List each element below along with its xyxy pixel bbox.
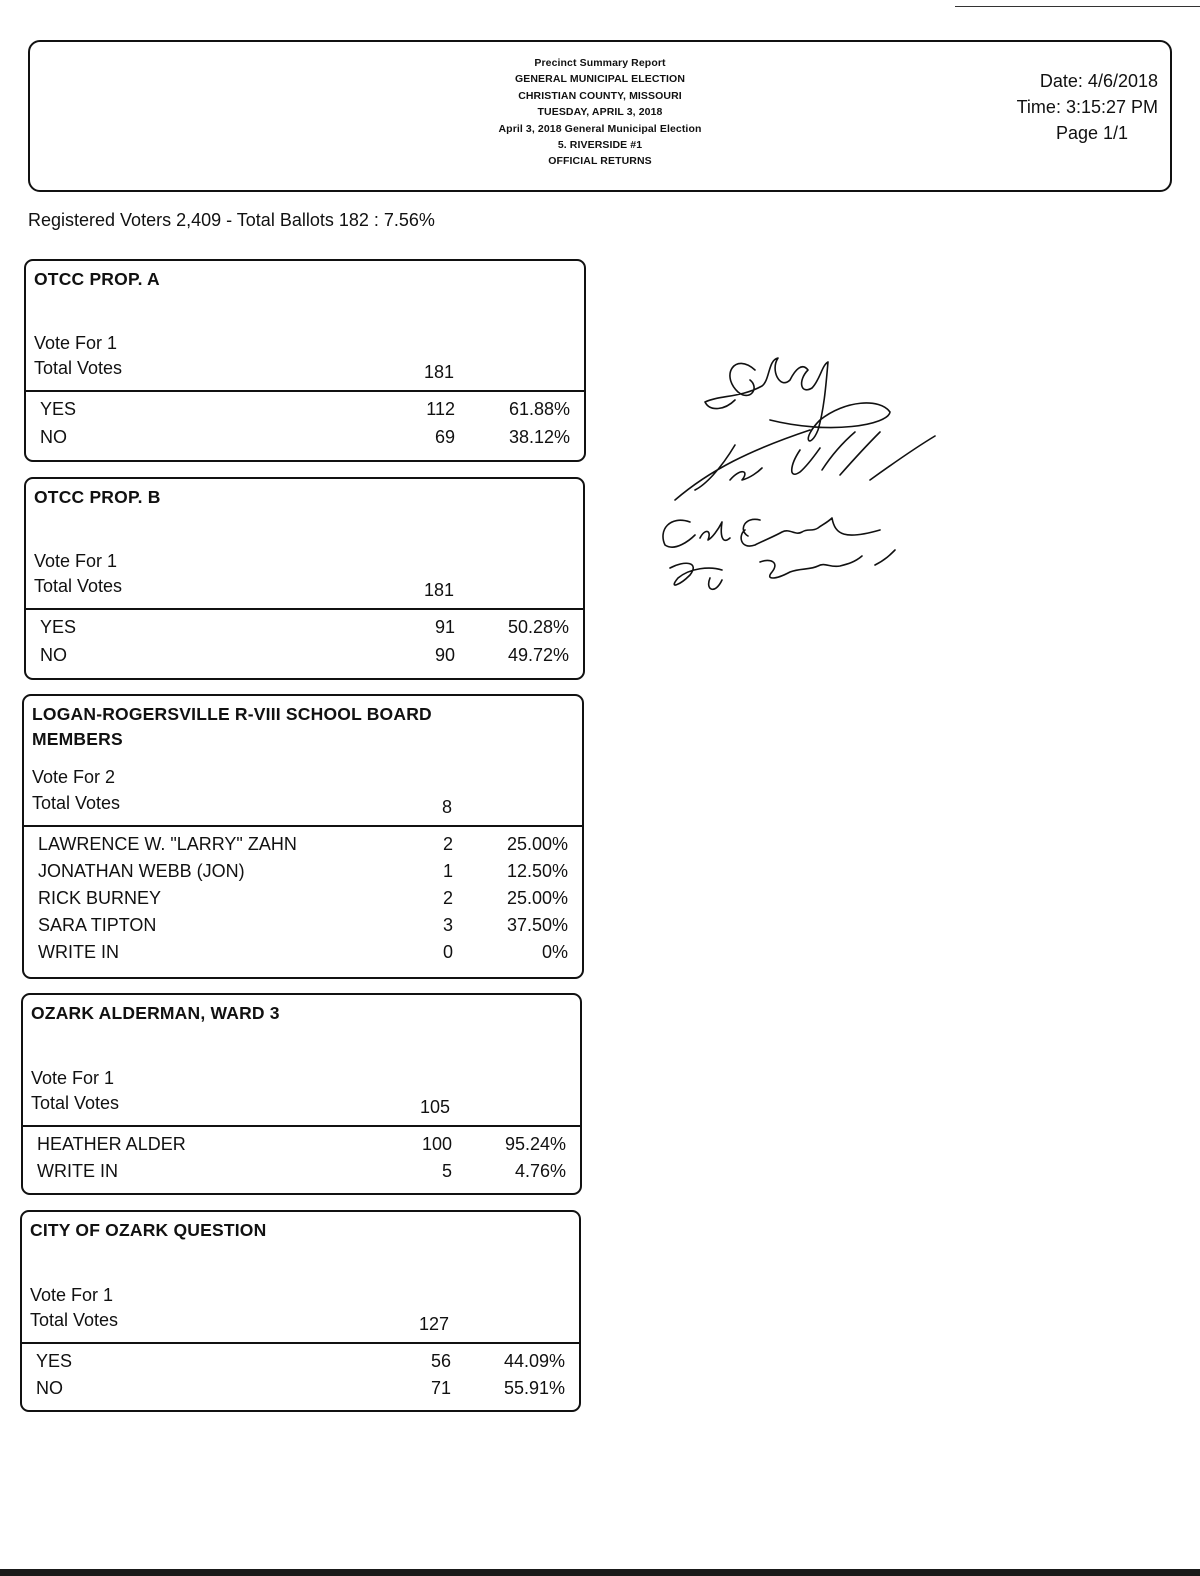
result-row	[36, 1351, 579, 1378]
signatures	[650, 340, 950, 610]
contest-title	[34, 485, 161, 510]
divider-line	[23, 1125, 580, 1127]
choice-votes: 91	[434, 617, 455, 637]
contest-title	[32, 702, 432, 752]
choice-name: NO	[36, 1378, 63, 1398]
scan-edge-line	[0, 1569, 1200, 1576]
contest-title-line: LOGAN-ROGERSVILLE R-VIII SCHOOL BOARD	[32, 704, 432, 724]
report-title: Precinct Summary Report	[534, 57, 666, 69]
result-row	[38, 834, 582, 861]
report-header	[28, 40, 1172, 192]
choice-name: NO	[40, 645, 67, 665]
choice-percent: 25.00%	[506, 834, 568, 854]
choice-name: WRITE IN	[37, 1161, 118, 1181]
contest-title-line: MEMBERS	[32, 729, 123, 749]
choice-percent: 61.88%	[508, 399, 570, 419]
result-row	[38, 888, 582, 915]
vote-for-label: Vote For 1	[34, 551, 118, 571]
choice-percent: 49.72%	[507, 645, 569, 665]
contest-title	[30, 1218, 266, 1243]
contest-title-line: CITY OF OZARK QUESTION	[30, 1220, 267, 1240]
contest-box	[22, 694, 584, 979]
report-date: Date: 4/6/2018	[1039, 71, 1158, 91]
precinct-name: 5. RIVERSIDE #1	[557, 139, 643, 152]
choice-votes: 0	[442, 942, 453, 962]
scan-edge-line	[955, 6, 1200, 7]
choice-percent: 44.09%	[503, 1351, 565, 1371]
choice-votes: 100	[421, 1134, 452, 1154]
contest-title	[34, 267, 160, 292]
county-name: CHRISTIAN COUNTY, MISSOURI	[518, 89, 682, 102]
total-votes-label: Total Votes	[30, 1310, 119, 1330]
contest-title-line: OTCC PROP. B	[34, 487, 161, 507]
total-votes-label: Total Votes	[31, 1093, 120, 1113]
choice-votes: 112	[426, 399, 455, 419]
result-row	[40, 645, 583, 672]
choice-percent: 38.12%	[508, 427, 570, 447]
total-votes-label: Total Votes	[34, 576, 123, 596]
choice-name: SARA TIPTON	[38, 915, 157, 935]
choice-percent: 25.00%	[506, 888, 568, 908]
choice-votes: 5	[441, 1161, 452, 1181]
total-votes-label: Total Votes	[34, 358, 123, 378]
result-row	[40, 399, 584, 426]
choice-name: HEATHER ALDER	[37, 1134, 186, 1154]
contest-box	[21, 993, 582, 1195]
page-number: Page 1/1	[1055, 123, 1128, 143]
contest-box	[24, 259, 586, 462]
total-votes-value: 181	[423, 362, 454, 382]
vote-for-label: Vote For 1	[31, 1068, 115, 1088]
total-votes-value: 181	[423, 580, 454, 600]
vote-for-label: Vote For 2	[32, 767, 116, 787]
choice-votes: 2	[442, 834, 453, 854]
choice-percent: 55.91%	[503, 1378, 565, 1398]
contest-box	[24, 477, 585, 680]
report-meta	[1017, 68, 1158, 146]
choice-name: YES	[40, 617, 77, 637]
contest-box	[20, 1210, 581, 1412]
divider-line	[26, 390, 584, 392]
divider-line	[24, 825, 582, 827]
choice-percent: 37.50%	[506, 915, 568, 935]
choice-votes: 3	[442, 915, 453, 935]
total-votes-value: 127	[418, 1314, 449, 1334]
signature-4	[670, 550, 895, 589]
election-date: TUESDAY, APRIL 3, 2018	[537, 106, 663, 119]
contest-title	[31, 1001, 280, 1026]
choice-percent: 0%	[541, 942, 568, 962]
total-votes-value: 105	[419, 1097, 450, 1117]
result-row	[40, 617, 583, 644]
result-row	[38, 861, 582, 888]
choice-name: NO	[40, 427, 67, 447]
choice-name: WRITE IN	[38, 942, 119, 962]
choice-name: YES	[36, 1351, 73, 1371]
choice-votes: 69	[434, 427, 455, 447]
contest-title-line: OZARK ALDERMAN, WARD 3	[31, 1003, 280, 1023]
vote-for-label: Vote For 1	[34, 333, 118, 353]
choice-votes: 1	[442, 861, 453, 881]
choice-name: LAWRENCE W. "LARRY" ZAHN	[38, 834, 297, 854]
choice-name: RICK BURNEY	[38, 888, 162, 908]
vote-for-label: Vote For 1	[30, 1285, 114, 1305]
choice-name: JONATHAN WEBB (JON)	[38, 861, 245, 881]
choice-votes: 2	[442, 888, 453, 908]
total-votes-label: Total Votes	[32, 793, 121, 813]
choice-percent: 50.28%	[507, 617, 569, 637]
choice-votes: 71	[430, 1378, 451, 1398]
result-row	[38, 942, 582, 969]
signature-1	[705, 358, 890, 441]
result-row	[37, 1134, 580, 1161]
result-row	[36, 1378, 579, 1405]
signature-3	[663, 518, 880, 547]
election-name: GENERAL MUNICIPAL ELECTION	[514, 73, 686, 86]
total-votes-value: 8	[441, 797, 452, 817]
choice-percent: 4.76%	[514, 1161, 566, 1181]
choice-percent: 95.24%	[504, 1134, 566, 1154]
divider-line	[22, 1342, 579, 1344]
signature-2	[675, 430, 935, 500]
contest-title-line: OTCC PROP. A	[34, 269, 160, 289]
report-title-block	[30, 55, 1170, 170]
returns-status: OFFICIAL RETURNS	[548, 155, 652, 168]
choice-percent: 12.50%	[506, 861, 568, 881]
turnout-summary: Registered Voters 2,409 - Total Ballots 182 : 7.56%	[28, 210, 435, 230]
choice-votes: 90	[434, 645, 455, 665]
result-row	[40, 427, 584, 454]
result-row	[37, 1161, 580, 1188]
choice-votes: 56	[430, 1351, 451, 1371]
result-row	[38, 915, 582, 942]
election-description: April 3, 2018 General Municipal Election	[498, 122, 702, 135]
divider-line	[26, 608, 583, 610]
report-time: Time: 3:15:27 PM	[1016, 97, 1158, 117]
choice-name: YES	[40, 399, 77, 419]
